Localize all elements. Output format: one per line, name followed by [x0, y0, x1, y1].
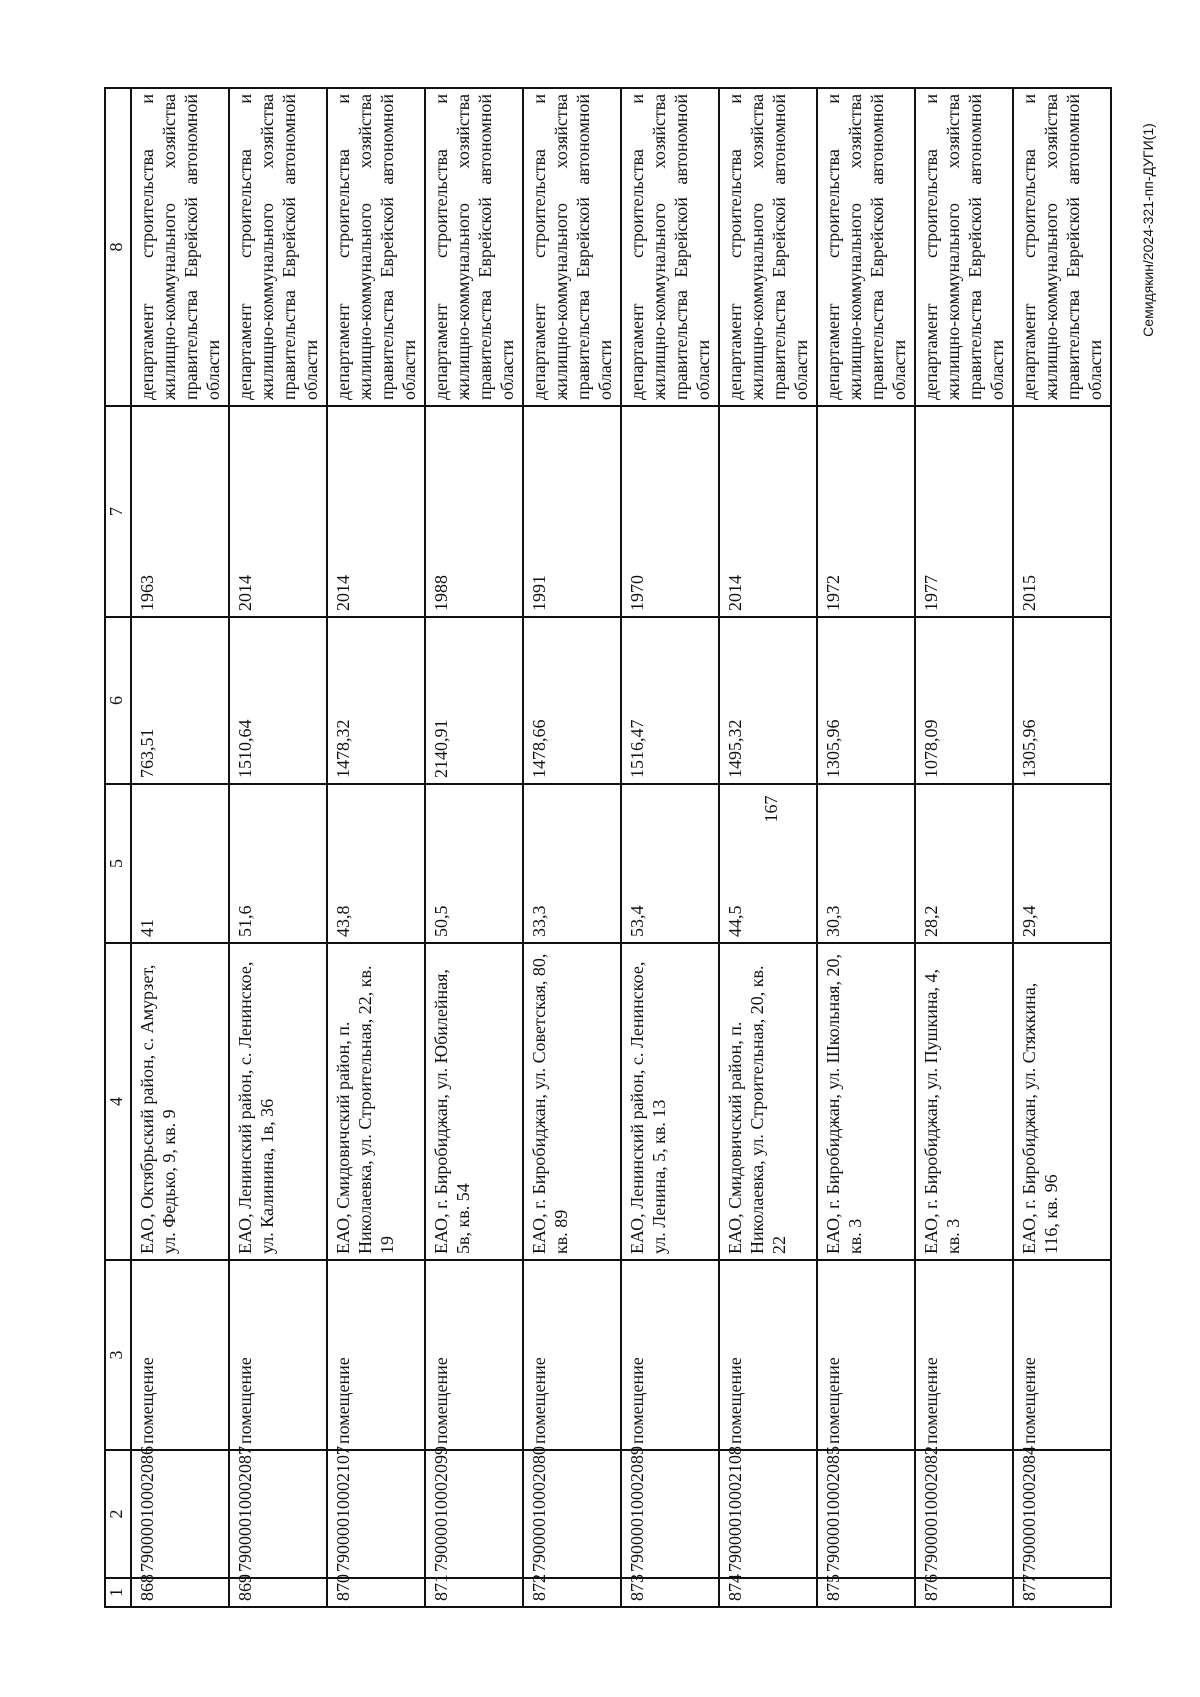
value-cell: 1305,96	[817, 617, 915, 784]
value-cell: 1305,96	[1013, 617, 1111, 784]
object-type-cell: помещение	[425, 1260, 523, 1450]
holder-cell: департамент строительства и жилищно-коммунального хозяйства правительства Еврейской автономной области	[523, 88, 621, 406]
value-cell: 1516,47	[621, 617, 719, 784]
table-row	[719, 88, 817, 1607]
property-registry-table	[104, 87, 1112, 1608]
column-number-row	[105, 88, 131, 1607]
cadastral-number-cell: 79000010002084	[1013, 1450, 1111, 1578]
address-cell: ЕАО, г. Биробиджан, ул. Стяжкина, 116, кв. 96	[1013, 943, 1111, 1260]
area-cell: 43,8	[327, 784, 425, 943]
cadastral-number-cell: 79000010002085	[817, 1450, 915, 1578]
area-cell: 51,6	[229, 784, 327, 943]
row-number-cell: 876	[915, 1578, 1013, 1607]
cadastral-number-cell: 79000010002086	[131, 1450, 229, 1578]
address-cell: ЕАО, Октябрьский район, с. Амурзет, ул. Федько, 9, кв. 9	[131, 943, 229, 1260]
year-cell: 1977	[915, 406, 1013, 617]
column-number-1: 1	[105, 1578, 131, 1607]
column-number-4: 4	[105, 943, 131, 1260]
object-type-cell: помещение	[1013, 1260, 1111, 1450]
year-cell: 1970	[621, 406, 719, 617]
table-row	[327, 88, 425, 1607]
holder-cell: департамент строительства и жилищно-коммунального хозяйства правительства Еврейской автономной области	[327, 88, 425, 406]
row-number-cell: 871	[425, 1578, 523, 1607]
address-cell: ЕАО, г. Биробиджан, ул. Юбилейная, 5в, кв. 54	[425, 943, 523, 1260]
column-number-3: 3	[105, 1260, 131, 1450]
address-cell: ЕАО, Смидовичский район, п. Николаевка, ул. Строительная, 20, кв. 22	[719, 943, 817, 1260]
rotated-table-container	[104, 89, 1105, 1608]
registry-rows	[131, 88, 1111, 1607]
year-cell: 1972	[817, 406, 915, 617]
table-row	[817, 88, 915, 1607]
object-type-cell: помещение	[915, 1260, 1013, 1450]
row-number-cell: 872	[523, 1578, 621, 1607]
value-cell: 2140,91	[425, 617, 523, 784]
holder-cell: департамент строительства и жилищно-коммунального хозяйства правительства Еврейской автономной области	[719, 88, 817, 406]
year-cell: 2014	[327, 406, 425, 617]
holder-cell: департамент строительства и жилищно-коммунального хозяйства правительства Еврейской автономной области	[229, 88, 327, 406]
column-number-5: 5	[105, 784, 131, 943]
row-number-cell: 870	[327, 1578, 425, 1607]
cadastral-number-cell: 79000010002082	[915, 1450, 1013, 1578]
value-cell: 763,51	[131, 617, 229, 784]
page-number: 167	[761, 795, 781, 823]
object-type-cell: помещение	[817, 1260, 915, 1450]
year-cell: 2014	[719, 406, 817, 617]
cadastral-number-cell: 79000010002099	[425, 1450, 523, 1578]
object-type-cell: помещение	[131, 1260, 229, 1450]
object-type-cell: помещение	[229, 1260, 327, 1450]
column-number-6: 6	[105, 617, 131, 784]
row-number-cell: 869	[229, 1578, 327, 1607]
area-cell: 44,5	[719, 784, 817, 943]
year-cell: 2015	[1013, 406, 1111, 617]
value-cell: 1478,32	[327, 617, 425, 784]
address-cell: ЕАО, г. Биробиджан, ул. Советская, 80, кв. 89	[523, 943, 621, 1260]
row-number-cell: 875	[817, 1578, 915, 1607]
column-number-2: 2	[105, 1450, 131, 1578]
table-row	[425, 88, 523, 1607]
table-row	[621, 88, 719, 1607]
row-number-cell: 868	[131, 1578, 229, 1607]
year-cell: 1991	[523, 406, 621, 617]
row-number-cell: 873	[621, 1578, 719, 1607]
cadastral-number-cell: 79000010002087	[229, 1450, 327, 1578]
value-cell: 1478,66	[523, 617, 621, 784]
cadastral-number-cell: 79000010002108	[719, 1450, 817, 1578]
year-cell: 1963	[131, 406, 229, 617]
cadastral-number-cell: 79000010002107	[327, 1450, 425, 1578]
object-type-cell: помещение	[327, 1260, 425, 1450]
row-number-cell: 874	[719, 1578, 817, 1607]
area-cell: 41	[131, 784, 229, 943]
year-cell: 1988	[425, 406, 523, 617]
column-number-7: 7	[105, 406, 131, 617]
holder-cell: департамент строительства и жилищно-коммунального хозяйства правительства Еврейской автономной области	[425, 88, 523, 406]
object-type-cell: помещение	[523, 1260, 621, 1450]
area-cell: 50,5	[425, 784, 523, 943]
value-cell: 1510,64	[229, 617, 327, 784]
area-cell: 29,4	[1013, 784, 1111, 943]
holder-cell: департамент строительства и жилищно-коммунального хозяйства правительства Еврейской автономной области	[131, 88, 229, 406]
column-number-8: 8	[105, 88, 131, 406]
year-cell: 2014	[229, 406, 327, 617]
address-cell: ЕАО, г. Биробиджан, ул. Школьная, 20, кв. 3	[817, 943, 915, 1260]
object-type-cell: помещение	[621, 1260, 719, 1450]
table-row	[915, 88, 1013, 1607]
value-cell: 1078,09	[915, 617, 1013, 784]
address-cell: ЕАО, Ленинский район, с. Ленинское, ул. Калинина, 1в, 36	[229, 943, 327, 1260]
document-code: Семидякин/2024-321-пп-ДУГИ(1)	[1140, 123, 1156, 337]
row-number-cell: 877	[1013, 1578, 1111, 1607]
table-row	[1013, 88, 1111, 1607]
holder-cell: департамент строительства и жилищно-коммунального хозяйства правительства Еврейской автономной области	[817, 88, 915, 406]
table-row	[229, 88, 327, 1607]
object-type-cell: помещение	[719, 1260, 817, 1450]
table-row	[523, 88, 621, 1607]
holder-cell: департамент строительства и жилищно-коммунального хозяйства правительства Еврейской автономной области	[1013, 88, 1111, 406]
cadastral-number-cell: 79000010002089	[621, 1450, 719, 1578]
address-cell: ЕАО, г. Биробиджан, ул. Пушкина, 4, кв. 3	[915, 943, 1013, 1260]
address-cell: ЕАО, Смидовичский район, п. Николаевка, ул. Строительная, 22, кв. 19	[327, 943, 425, 1260]
holder-cell: департамент строительства и жилищно-коммунального хозяйства правительства Еврейской автономной области	[915, 88, 1013, 406]
area-cell: 33,3	[523, 784, 621, 943]
registry-table-frame	[104, 89, 1105, 1608]
value-cell: 1495,32	[719, 617, 817, 784]
cadastral-number-cell: 79000010002080	[523, 1450, 621, 1578]
holder-cell: департамент строительства и жилищно-коммунального хозяйства правительства Еврейской автономной области	[621, 88, 719, 406]
address-cell: ЕАО, Ленинский район, с. Ленинское, ул. Ленина, 5, кв. 13	[621, 943, 719, 1260]
area-cell: 28,2	[915, 784, 1013, 943]
area-cell: 53,4	[621, 784, 719, 943]
area-cell: 30,3	[817, 784, 915, 943]
table-row	[131, 88, 229, 1607]
